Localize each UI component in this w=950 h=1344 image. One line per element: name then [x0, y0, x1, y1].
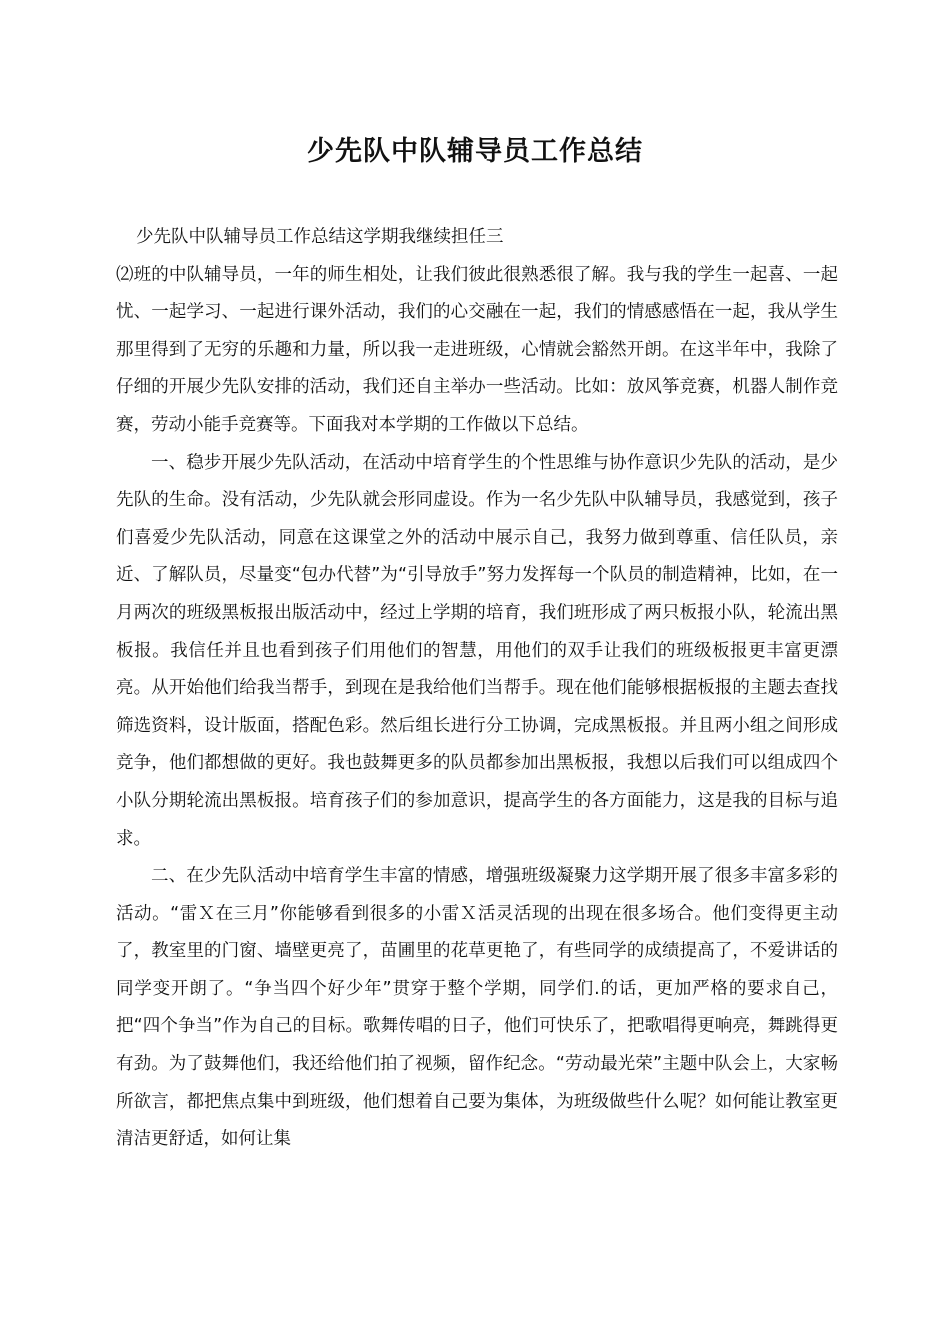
paragraph-section-two: 二、在少先队活动中培育学生丰富的情感，增强班级凝聚力这学期开展了很多丰富多彩的活动。“雷Ｘ在三月”你能够看到很多的小雷Ｘ活灵活现的出现在很多场合。他们变得更主动了，教室里的门窗、墙壁更亮了，苗圃里的花草更艳了，有些同学的成绩提高了，不爱讲话的同学变开朗了。“争当四个好少年”贯穿于整个学期，同学们.的话，更加严格的要求自己，把“四个争当”作为自己的目标。歌舞传唱的日子，他们可快乐了，把歌唱得更响亮，舞跳得更有劲。为了鼓舞他们，我还给他们拍了视频，留作纪念。“劳动最光荣”主题中队会上，大家畅所欲言，都把焦点集中到班级，他们想着自己要为集体，为班级做些什么呢？如何能让教室更清洁更舒适，如何让集	[116, 866, 838, 1150]
paragraph-intro: 少先队中队辅导员工作总结这学期我继续担任三	[136, 227, 504, 247]
document-title: 少先队中队辅导员工作总结	[307, 136, 643, 167]
paragraph-section-one: 一、稳步开展少先队活动，在活动中培育学生的个性思维与协作意识少先队的活动，是少先队的生命。没有活动，少先队就会形同虚设。作为一名少先队中队辅导员，我感觉到，孩子们喜爱少先队活动，同意在这课堂之外的活动中展示自己，我努力做到尊重、信任队员，亲近、了解队员，尽量变“包办代替”为“引导放手”努力发挥每一个队员的制造精神，比如，在一月两次的班级黑板报出版活动中，经过上学期的培育，我们班形成了两只板报小队，轮流出黑板报。我信任并且也看到孩子们用他们的智慧，用他们的双手让我们的班级板报更丰富更漂亮。从开始他们给我当帮手，到现在是我给他们当帮手。现在他们能够根据板报的主题去查找筛选资料，设计版面，搭配色彩。然后组长进行分工协调，完成黑板报。并且两小组之间形成竞争，他们都想做的更好。我也鼓舞更多的队员都参加出黑板报，我想以后我们可以组成四个小队分期轮流出黑板报。培育孩子们的参加意识，提高学生的各方面能力，这是我的目标与追求。	[116, 452, 838, 849]
paragraph-class-overview: ⑵班的中队辅导员，一年的师生相处，让我们彼此很熟悉很了解。我与我的学生一起喜、一起忧、一起学习、一起进行课外活动，我们的心交融在一起，我们的情感感悟在一起，我从学生那里得到了无穷的乐趣和力量，所以我一走进班级，心情就会豁然开朗。在这半年中，我除了仔细的开展少先队安排的活动，我们还自主举办一些活动。比如：放风筝竞赛，机器人制作竞赛，劳动小能手竞赛等。下面我对本学期的工作做以下总结。	[116, 264, 838, 435]
document-body	[116, 219, 838, 1159]
